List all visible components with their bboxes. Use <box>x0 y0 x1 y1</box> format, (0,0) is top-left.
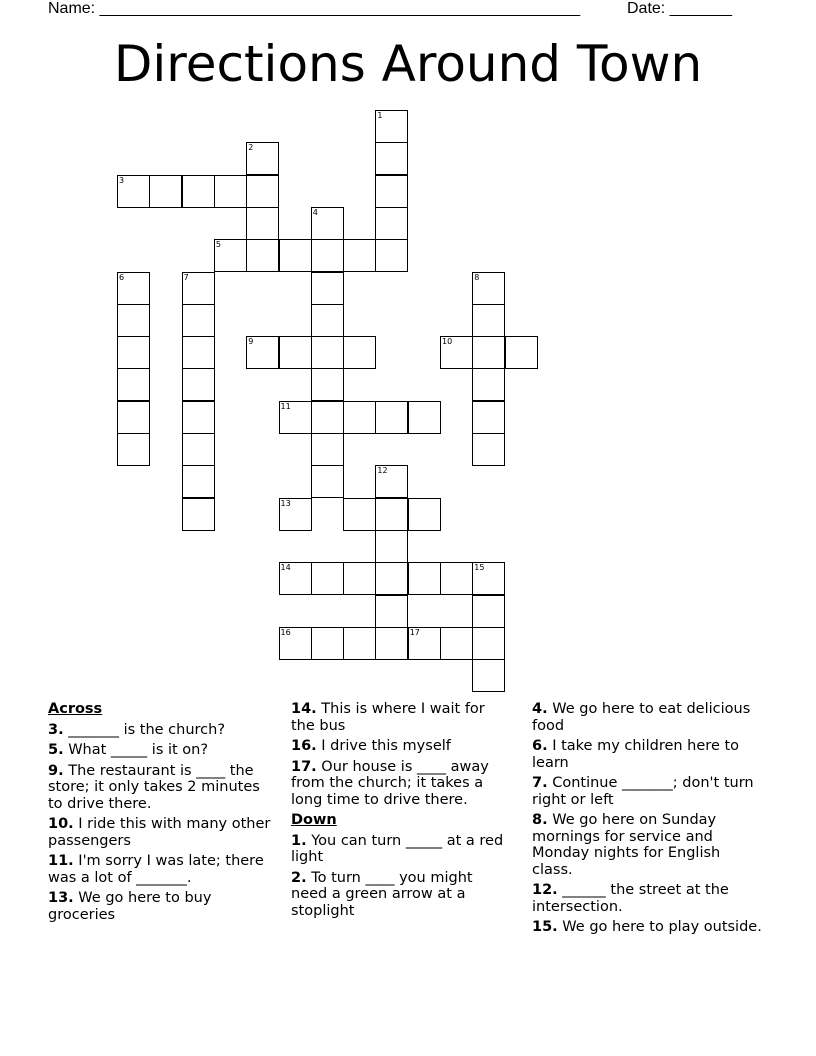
grid-cell[interactable] <box>117 336 150 369</box>
clue-down-4: 4. We go here to eat delicious food <box>532 701 751 734</box>
grid-cell[interactable] <box>279 239 312 272</box>
clue-number: 3 <box>119 175 125 185</box>
clue-down-1: 1. You can turn _____ at a red light <box>291 832 504 865</box>
grid-cell[interactable] <box>246 239 279 272</box>
clue-down-6: 6. I take my children here to learn <box>532 738 740 771</box>
grid-cell[interactable] <box>343 562 376 595</box>
grid-cell[interactable] <box>375 595 408 628</box>
clue-down-8: 8. We go here on Sunday mornings for service and Monday nights for English class. <box>532 812 721 878</box>
grid-cell[interactable] <box>472 401 505 434</box>
grid-cell[interactable] <box>311 239 344 272</box>
grid-cell[interactable] <box>472 659 505 692</box>
clues-column-2 <box>291 701 513 923</box>
grid-cell[interactable] <box>214 175 247 208</box>
clue-across-17: 17. Our house is ____ away from the church; it takes a long time to drive there. <box>291 758 489 808</box>
grid-cell[interactable] <box>117 401 150 434</box>
grid-cell[interactable] <box>311 401 344 434</box>
grid-cell[interactable] <box>182 401 215 434</box>
grid-cell[interactable] <box>375 142 408 175</box>
grid-cell[interactable] <box>505 336 538 369</box>
grid-cell[interactable] <box>375 239 408 272</box>
grid-cell[interactable] <box>472 433 505 466</box>
grid-cell[interactable] <box>375 498 408 531</box>
clue-across-14: 14. This is where I wait for the bus <box>291 701 485 734</box>
grid-cell[interactable] <box>311 304 344 337</box>
clue-number: 15 <box>474 563 485 573</box>
grid-cell[interactable] <box>408 562 441 595</box>
clue-number: 7 <box>183 272 189 282</box>
clue-across-13: 13. We go here to buy groceries <box>48 890 212 923</box>
clue-across-3: 3. _______ is the church? <box>48 721 226 738</box>
grid-cell[interactable] <box>182 336 215 369</box>
clue-across-5: 5. What _____ is it on? <box>48 742 209 758</box>
grid-cell[interactable] <box>343 336 376 369</box>
grid-cell[interactable] <box>117 304 150 337</box>
puzzle-title: Directions Around Town <box>113 35 703 93</box>
grid-cell[interactable] <box>311 368 344 401</box>
grid-cell[interactable] <box>472 595 505 628</box>
clue-number: 10 <box>442 337 453 347</box>
grid-cell[interactable] <box>117 368 150 401</box>
grid-cell[interactable] <box>246 175 279 208</box>
clues-column-3 <box>532 701 762 940</box>
grid-cell[interactable] <box>375 207 408 240</box>
grid-cell[interactable] <box>311 336 344 369</box>
clue-across-9: 9. The restaurant is ____ the store; it only takes 2 minutes to drive there. <box>48 762 260 812</box>
grid-cell[interactable] <box>440 627 473 660</box>
clues-column-1 <box>48 701 273 927</box>
clue-number: 9 <box>248 337 254 347</box>
clue-number: 4 <box>312 207 318 217</box>
clue-down-2: 2. To turn ____ you might need a green arrow at a stoplight <box>291 869 473 919</box>
grid-cell[interactable] <box>375 627 408 660</box>
grid-cell[interactable] <box>182 368 215 401</box>
grid-cell[interactable] <box>117 433 150 466</box>
grid-cell[interactable] <box>343 627 376 660</box>
grid-cell[interactable] <box>311 433 344 466</box>
clue-across-11: 11. I'm sorry I was late; there was a lot of _______. <box>48 853 264 886</box>
grid-cell[interactable] <box>472 368 505 401</box>
grid-cell[interactable] <box>343 401 376 434</box>
clue-across-10: 10. I ride this with many other passengers <box>48 816 271 849</box>
grid-cell[interactable] <box>311 562 344 595</box>
date-field: Date: _______ <box>627 0 732 17</box>
down-heading: Down <box>291 812 337 828</box>
grid-cell[interactable] <box>375 562 408 595</box>
clue-number: 6 <box>119 272 125 282</box>
grid-cell[interactable] <box>311 465 344 498</box>
clue-down-12: 12. ______ the street at the intersection. <box>532 882 729 915</box>
clue-number: 1 <box>377 111 383 120</box>
grid-cell[interactable] <box>279 336 312 369</box>
grid-cell[interactable] <box>182 175 215 208</box>
clue-number: 11 <box>280 401 291 411</box>
grid-cell[interactable] <box>182 433 215 466</box>
grid-cell[interactable] <box>408 401 441 434</box>
clue-number: 16 <box>280 627 291 637</box>
grid-cell[interactable] <box>343 498 376 531</box>
grid-cell[interactable] <box>472 627 505 660</box>
clue-down-7: 7. Continue _______; don't turn right or left <box>532 775 754 808</box>
clue-number: 2 <box>248 143 254 153</box>
grid-cell[interactable] <box>182 304 215 337</box>
grid-cell[interactable] <box>182 465 215 498</box>
clue-across-16: 16. I drive this myself <box>291 738 451 754</box>
grid-cell[interactable] <box>311 272 344 305</box>
grid-cell[interactable] <box>375 175 408 208</box>
clue-number: 8 <box>474 272 480 282</box>
clue-number: 14 <box>280 563 291 573</box>
grid-cell[interactable] <box>246 207 279 240</box>
grid-cell[interactable] <box>375 530 408 563</box>
clue-number: 12 <box>377 466 388 476</box>
across-heading: Across <box>48 701 103 717</box>
grid-cell[interactable] <box>149 175 182 208</box>
grid-cell[interactable] <box>440 562 473 595</box>
name-field: Name: ______________________________________________________ <box>48 0 581 17</box>
clue-number: 13 <box>280 498 291 508</box>
grid-cell[interactable] <box>182 498 215 531</box>
clue-number: 5 <box>215 240 221 250</box>
grid-cell[interactable] <box>472 304 505 337</box>
grid-cell[interactable] <box>408 498 441 531</box>
clue-number: 17 <box>409 627 420 637</box>
grid-cell[interactable] <box>472 336 505 369</box>
grid-cell[interactable] <box>375 401 408 434</box>
clue-down-15: 15. We go here to play outside. <box>532 919 762 935</box>
grid-cell[interactable] <box>343 239 376 272</box>
grid-cell[interactable] <box>311 627 344 660</box>
